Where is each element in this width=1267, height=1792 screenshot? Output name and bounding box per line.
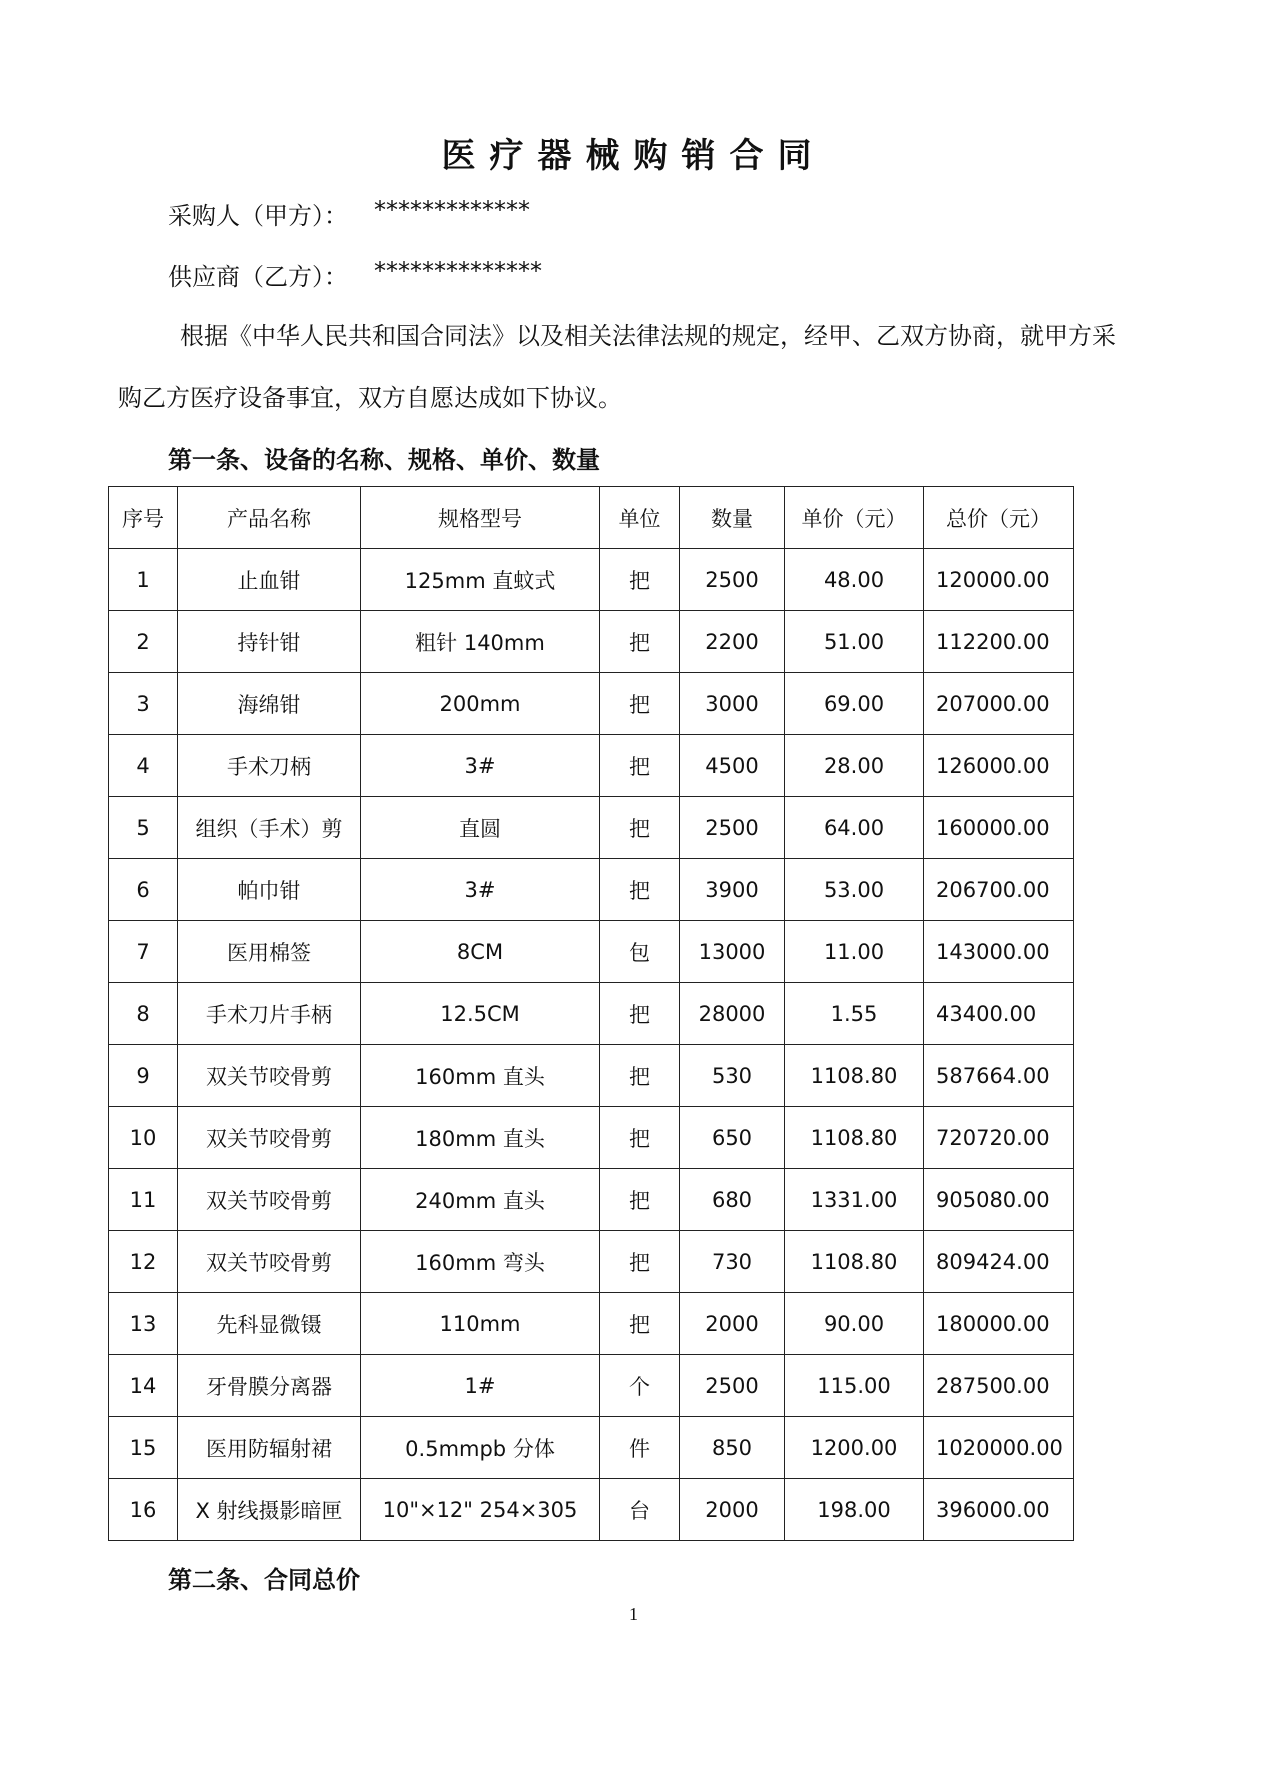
header-index: 序号	[109, 487, 178, 549]
cell-total-price: 180000.00	[924, 1293, 1074, 1355]
cell-total-price: 809424.00	[924, 1231, 1074, 1293]
cell-product-name: 先科显微镊	[178, 1293, 361, 1355]
cell-index: 4	[109, 735, 178, 797]
intro-line-1: 根据《中华人民共和国合同法》以及相关法律法规的规定，经甲、乙双方协商，就甲方采	[180, 322, 1116, 350]
cell-product-name: 医用棉签	[178, 921, 361, 983]
cell-total-price: 43400.00	[924, 983, 1074, 1045]
cell-unit: 把	[600, 859, 680, 921]
cell-index: 15	[109, 1417, 178, 1479]
page-number: 1	[629, 1604, 638, 1624]
cell-unit-price: 53.00	[785, 859, 924, 921]
cell-quantity: 13000	[680, 921, 785, 983]
table-row	[109, 611, 1074, 673]
cell-unit: 把	[600, 983, 680, 1045]
cell-total-price: 587664.00	[924, 1045, 1074, 1107]
cell-spec: 10"×12" 254×305	[361, 1479, 600, 1541]
cell-spec: 粗针 140mm	[361, 611, 600, 673]
cell-unit-price: 1.55	[785, 983, 924, 1045]
cell-spec: 3#	[361, 735, 600, 797]
cell-total-price: 207000.00	[924, 673, 1074, 735]
table-row	[109, 549, 1074, 611]
cell-total-price: 905080.00	[924, 1169, 1074, 1231]
cell-unit-price: 64.00	[785, 797, 924, 859]
cell-quantity: 650	[680, 1107, 785, 1169]
intro-line-2: 购乙方医疗设备事宜，双方自愿达成如下协议。	[118, 384, 622, 412]
table-row	[109, 797, 1074, 859]
header-quantity: 数量	[680, 487, 785, 549]
cell-product-name: 医用防辐射裙	[178, 1417, 361, 1479]
cell-spec: 110mm	[361, 1293, 600, 1355]
table-row	[109, 1293, 1074, 1355]
cell-total-price: 112200.00	[924, 611, 1074, 673]
cell-quantity: 3900	[680, 859, 785, 921]
cell-unit-price: 1200.00	[785, 1417, 924, 1479]
cell-unit: 把	[600, 1231, 680, 1293]
cell-unit-price: 11.00	[785, 921, 924, 983]
cell-spec: 12.5CM	[361, 983, 600, 1045]
cell-index: 7	[109, 921, 178, 983]
cell-spec: 直圆	[361, 797, 600, 859]
section-1-heading: 第一条、设备的名称、规格、单价、数量	[168, 446, 600, 474]
cell-index: 13	[109, 1293, 178, 1355]
cell-quantity: 2500	[680, 797, 785, 859]
cell-unit-price: 69.00	[785, 673, 924, 735]
cell-total-price: 143000.00	[924, 921, 1074, 983]
cell-quantity: 530	[680, 1045, 785, 1107]
cell-index: 14	[109, 1355, 178, 1417]
cell-index: 3	[109, 673, 178, 735]
cell-unit: 个	[600, 1355, 680, 1417]
cell-product-name: 双关节咬骨剪	[178, 1231, 361, 1293]
cell-unit-price: 1108.80	[785, 1045, 924, 1107]
cell-quantity: 850	[680, 1417, 785, 1479]
cell-index: 6	[109, 859, 178, 921]
cell-product-name: 帕巾钳	[178, 859, 361, 921]
cell-product-name: 双关节咬骨剪	[178, 1169, 361, 1231]
cell-quantity: 3000	[680, 673, 785, 735]
cell-unit-price: 51.00	[785, 611, 924, 673]
supplier-label: 供应商（乙方）：	[168, 263, 348, 291]
cell-product-name: 双关节咬骨剪	[178, 1045, 361, 1107]
cell-quantity: 2500	[680, 549, 785, 611]
cell-product-name: 双关节咬骨剪	[178, 1107, 361, 1169]
header-spec: 规格型号	[361, 487, 600, 549]
buyer-label: 采购人（甲方）：	[168, 202, 348, 230]
cell-quantity: 2000	[680, 1293, 785, 1355]
cell-unit: 把	[600, 735, 680, 797]
cell-total-price: 160000.00	[924, 797, 1074, 859]
cell-unit: 把	[600, 673, 680, 735]
table-row	[109, 1417, 1074, 1479]
cell-spec: 160mm 弯头	[361, 1231, 600, 1293]
buyer-line	[168, 196, 530, 231]
cell-index: 12	[109, 1231, 178, 1293]
cell-unit: 件	[600, 1417, 680, 1479]
header-total-price: 总价（元）	[924, 487, 1074, 549]
cell-unit: 包	[600, 921, 680, 983]
cell-unit: 把	[600, 1293, 680, 1355]
cell-index: 9	[109, 1045, 178, 1107]
cell-total-price: 720720.00	[924, 1107, 1074, 1169]
cell-total-price: 126000.00	[924, 735, 1074, 797]
cell-unit: 把	[600, 611, 680, 673]
cell-spec: 200mm	[361, 673, 600, 735]
section-2-heading: 第二条、合同总价	[168, 1566, 360, 1594]
header-unit-price: 单价（元）	[785, 487, 924, 549]
cell-product-name: 海绵钳	[178, 673, 361, 735]
table-row	[109, 673, 1074, 735]
cell-quantity: 28000	[680, 983, 785, 1045]
table-row	[109, 1045, 1074, 1107]
cell-index: 5	[109, 797, 178, 859]
cell-unit-price: 28.00	[785, 735, 924, 797]
cell-spec: 240mm 直头	[361, 1169, 600, 1231]
supplier-line	[168, 257, 542, 292]
table-body	[109, 549, 1074, 1541]
cell-unit: 把	[600, 1169, 680, 1231]
supplier-value: **************	[374, 257, 542, 285]
cell-index: 1	[109, 549, 178, 611]
table-row	[109, 859, 1074, 921]
cell-unit-price: 48.00	[785, 549, 924, 611]
cell-total-price: 120000.00	[924, 549, 1074, 611]
document-title: 医疗器械购销合同	[441, 136, 826, 176]
cell-product-name: X 射线摄影暗匣	[178, 1479, 361, 1541]
cell-unit-price: 1331.00	[785, 1169, 924, 1231]
cell-index: 16	[109, 1479, 178, 1541]
table-row	[109, 735, 1074, 797]
cell-quantity: 2200	[680, 611, 785, 673]
cell-unit: 把	[600, 549, 680, 611]
cell-product-name: 持针钳	[178, 611, 361, 673]
cell-total-price: 1020000.00	[924, 1417, 1074, 1479]
cell-quantity: 2000	[680, 1479, 785, 1541]
cell-index: 2	[109, 611, 178, 673]
cell-product-name: 组织（手术）剪	[178, 797, 361, 859]
cell-product-name: 手术刀片手柄	[178, 983, 361, 1045]
cell-unit: 把	[600, 1045, 680, 1107]
cell-unit: 把	[600, 1107, 680, 1169]
table-row	[109, 1169, 1074, 1231]
cell-spec: 125mm 直蚊式	[361, 549, 600, 611]
cell-product-name: 止血钳	[178, 549, 361, 611]
header-unit: 单位	[600, 487, 680, 549]
header-product-name: 产品名称	[178, 487, 361, 549]
table-row	[109, 1355, 1074, 1417]
cell-spec: 1#	[361, 1355, 600, 1417]
cell-unit-price: 1108.80	[785, 1231, 924, 1293]
table-row	[109, 921, 1074, 983]
cell-index: 11	[109, 1169, 178, 1231]
cell-quantity: 680	[680, 1169, 785, 1231]
table-row	[109, 1231, 1074, 1293]
cell-total-price: 287500.00	[924, 1355, 1074, 1417]
intro-paragraph	[118, 305, 1158, 429]
cell-spec: 8CM	[361, 921, 600, 983]
cell-unit-price: 90.00	[785, 1293, 924, 1355]
cell-spec: 180mm 直头	[361, 1107, 600, 1169]
cell-index: 8	[109, 983, 178, 1045]
cell-product-name: 牙骨膜分离器	[178, 1355, 361, 1417]
cell-unit: 把	[600, 797, 680, 859]
cell-quantity: 2500	[680, 1355, 785, 1417]
cell-quantity: 4500	[680, 735, 785, 797]
cell-unit-price: 115.00	[785, 1355, 924, 1417]
cell-unit: 台	[600, 1479, 680, 1541]
cell-spec: 0.5mmpb 分体	[361, 1417, 600, 1479]
cell-unit-price: 198.00	[785, 1479, 924, 1541]
cell-unit-price: 1108.80	[785, 1107, 924, 1169]
table-header-row	[109, 487, 1074, 549]
buyer-value: *************	[374, 196, 530, 224]
cell-spec: 3#	[361, 859, 600, 921]
table-row	[109, 983, 1074, 1045]
equipment-table	[108, 486, 1074, 1541]
cell-index: 10	[109, 1107, 178, 1169]
cell-total-price: 206700.00	[924, 859, 1074, 921]
cell-total-price: 396000.00	[924, 1479, 1074, 1541]
cell-product-name: 手术刀柄	[178, 735, 361, 797]
table-row	[109, 1107, 1074, 1169]
cell-quantity: 730	[680, 1231, 785, 1293]
table-row	[109, 1479, 1074, 1541]
cell-spec: 160mm 直头	[361, 1045, 600, 1107]
